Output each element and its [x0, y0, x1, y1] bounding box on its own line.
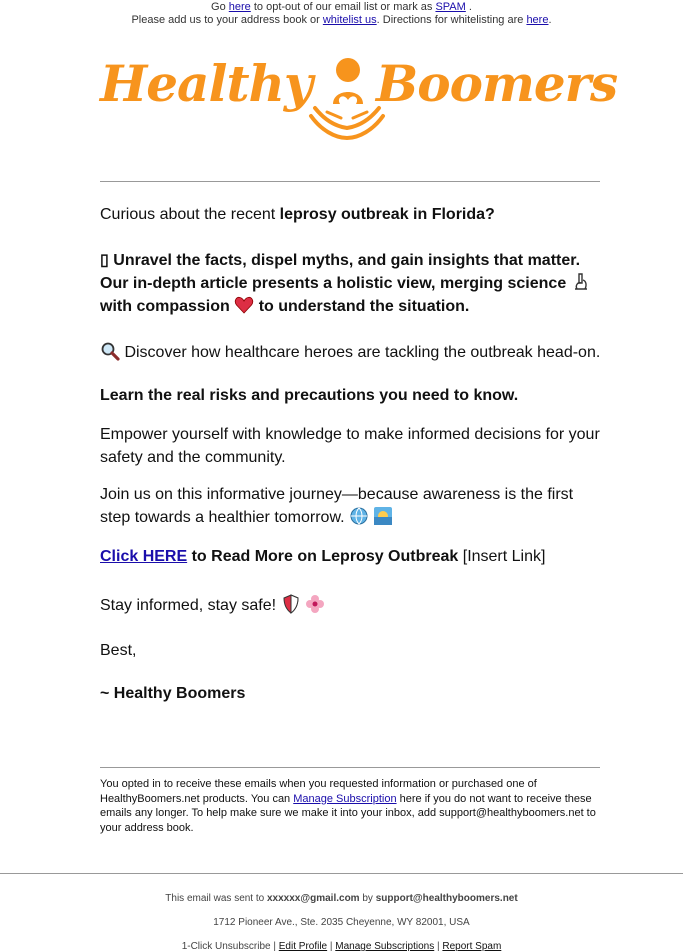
whitelist-link[interactable]: whitelist us	[322, 14, 377, 26]
optout-line: Go here to opt-out of our email list or mark as SPAM .	[211, 1, 472, 13]
disclaimer: You opted in to receive these emails when you requested information or purchased one of HealthyBoomers.net products. You can Manage Subscription here if you do not want to receive these emails any longer. To help make sure we make it into your inbox, add support@healthyboomers.net to your address book.	[100, 778, 596, 834]
empower-paragraph: Empower yourself with knowledge to make informed decisions for your safety and the community.	[100, 426, 600, 466]
logo-word-boomers: Boomers	[376, 54, 618, 113]
globe-icon	[349, 506, 369, 526]
report-spam-link[interactable]: Report Spam	[442, 941, 502, 952]
intro-paragraph: Curious about the recent leprosy outbreak in Florida?	[100, 206, 495, 223]
manage-subscriptions-link[interactable]: Manage Subscriptions	[335, 941, 435, 952]
sunrise-icon	[373, 506, 393, 526]
email-header-notice	[0, 0, 683, 27]
healthy-boomers-logo	[100, 50, 618, 142]
magnifying-glass-icon	[100, 341, 120, 361]
journey-paragraph: Join us on this informative journey—because awareness is the first step towards a healthier tomorrow.	[100, 486, 574, 526]
red-heart-icon	[234, 295, 254, 315]
spam-link[interactable]: SPAM	[435, 1, 466, 13]
cta-paragraph: Click HERE to Read More on Leprosy Outbreak [Insert Link]	[100, 548, 546, 565]
email-body	[100, 203, 605, 705]
email-footer	[0, 873, 683, 952]
hands-heart-icon	[307, 52, 387, 144]
signature: ~ Healthy Boomers	[100, 685, 246, 702]
whitelist-directions-link[interactable]: here	[526, 14, 549, 26]
missing-glyph-icon: ▯	[100, 252, 109, 269]
risks-paragraph: Learn the real risks and precautions you need to know.	[100, 387, 519, 404]
postal-address: 1712 Pioneer Ave., Ste. 2035 Cheyenne, WY 82001, USA	[213, 917, 470, 928]
sign-off-paragraph: Best,	[100, 642, 137, 659]
edit-profile-link[interactable]: Edit Profile	[278, 941, 328, 952]
overview-paragraph: ▯ Unravel the facts, dispel myths, and gain insights that matter. Our in-depth article presents a holistic view, merging science with compassion to understand the situation.	[100, 249, 605, 318]
one-click-unsubscribe[interactable]: 1-Click Unsubscribe	[181, 941, 271, 952]
discover-paragraph: Discover how healthcare heroes are tackling the outbreak head-on.	[100, 341, 605, 364]
microscope-icon	[571, 272, 591, 292]
optout-link[interactable]: here	[228, 1, 251, 13]
divider-bottom	[100, 767, 600, 768]
footer-links: 1-Click Unsubscribe | Edit Profile | Manage Subscriptions | Report Spam	[181, 941, 502, 952]
sent-to-line: This email was sent to xxxxxx@gmail.com by support@healthyboomers.net	[165, 893, 518, 904]
logo-word-healthy: Healthy	[100, 54, 312, 113]
click-here-link[interactable]: Click HERE	[100, 548, 188, 565]
whitelist-line: Please add us to your address book or whitelist us. Directions for whitelisting are here.	[131, 14, 552, 26]
divider-top	[100, 181, 600, 182]
stay-safe-paragraph: Stay informed, stay safe!	[100, 594, 605, 617]
manage-subscription-link[interactable]: Manage Subscription	[293, 792, 397, 805]
hibiscus-icon	[305, 594, 325, 614]
shield-icon	[281, 594, 301, 614]
